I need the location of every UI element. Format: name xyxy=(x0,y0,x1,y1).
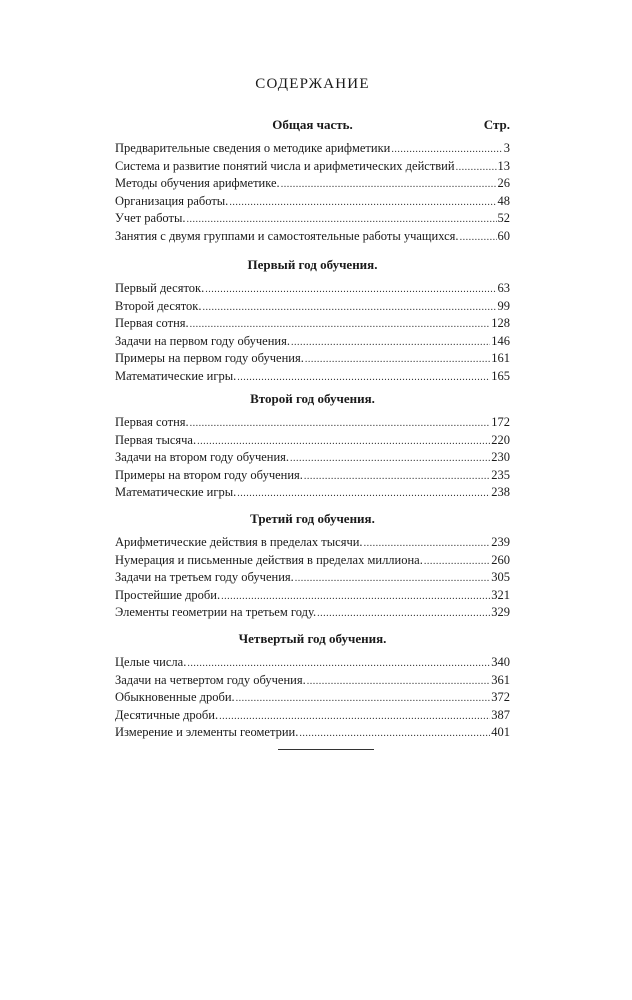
toc-entry-title: Десятичные дроби. xyxy=(115,707,219,722)
toc-entry-title: Организация работы. xyxy=(115,193,229,208)
toc-section-year-1 xyxy=(115,254,510,385)
toc-entry[interactable] xyxy=(115,534,510,552)
toc-entry-title: Математические игры. xyxy=(115,485,237,499)
toc-entry-title: Первая сотня. xyxy=(115,415,189,429)
leader-dots xyxy=(291,334,490,352)
toc-entry-page: 230 xyxy=(491,450,510,464)
toc-entry-page: 99 xyxy=(497,298,510,313)
toc-entry-page: 235 xyxy=(491,467,510,482)
toc-entry-page: 340 xyxy=(491,655,510,669)
toc-entry[interactable] xyxy=(115,724,510,742)
toc-entry[interactable] xyxy=(115,432,510,450)
leader-dots xyxy=(197,433,490,451)
toc-entry-page: 128 xyxy=(491,316,510,330)
toc-entry[interactable] xyxy=(115,449,510,467)
toc-entry-title: Методы обучения арифметике. xyxy=(115,176,280,190)
toc-entry[interactable] xyxy=(115,350,510,368)
section-heading xyxy=(115,254,510,276)
toc-entry[interactable] xyxy=(115,140,510,158)
toc-entry[interactable] xyxy=(115,193,510,211)
leader-dots xyxy=(364,535,491,553)
leader-dots xyxy=(229,194,496,212)
toc-entry[interactable] xyxy=(115,158,510,176)
toc-section-year-2 xyxy=(115,388,510,502)
toc-entry-title: Нумерация и письменные действия в пределах миллиона. xyxy=(115,552,423,567)
toc-section-year-3 xyxy=(115,508,510,622)
toc-entry[interactable] xyxy=(115,654,510,672)
toc-entry[interactable] xyxy=(115,484,510,502)
toc-entry-page: 387 xyxy=(491,707,510,722)
toc-entry[interactable] xyxy=(115,368,510,386)
section-heading xyxy=(115,508,510,530)
toc-entry-title: Задачи на четвертом году обучения. xyxy=(115,672,306,687)
toc-entry-page: 238 xyxy=(491,485,510,499)
toc-entry-title: Примеры на первом году обучения. xyxy=(115,351,304,365)
leader-dots xyxy=(456,159,497,177)
toc-entry-list xyxy=(115,140,510,245)
leader-dots xyxy=(307,673,491,691)
leader-dots xyxy=(281,176,497,194)
toc-entry-title: Первая сотня. xyxy=(115,316,189,330)
toc-entry-list xyxy=(115,280,510,385)
toc-entry-title: Задачи на третьем году обучения. xyxy=(115,570,294,584)
toc-section-general xyxy=(115,114,510,245)
toc-entry-title: Целые числа. xyxy=(115,655,187,669)
toc-entry-title: Учет работы. xyxy=(115,211,186,225)
toc-entry-page: 52 xyxy=(497,211,510,225)
toc-entry-page: 146 xyxy=(491,333,510,348)
toc-entry-title: Простейшие дроби. xyxy=(115,587,221,602)
toc-entry-title: Задачи на первом году обучения. xyxy=(115,333,290,348)
toc-entry-page: 401 xyxy=(491,725,510,739)
toc-entry-title: Элементы геометрии на третьем году. xyxy=(115,605,317,619)
leader-dots xyxy=(221,588,490,606)
toc-entry[interactable] xyxy=(115,569,510,587)
toc-entry-page: 161 xyxy=(491,351,510,365)
leader-dots xyxy=(237,485,490,503)
toc-entry[interactable] xyxy=(115,228,510,246)
toc-entry[interactable] xyxy=(115,689,510,707)
leader-dots xyxy=(304,468,490,486)
toc-entry-page: 372 xyxy=(491,690,510,704)
toc-entry[interactable] xyxy=(115,298,510,316)
section-heading-text: Общая часть. xyxy=(272,117,353,132)
toc-entry-page: 305 xyxy=(491,570,510,584)
leader-dots xyxy=(391,141,502,159)
toc-entry-page: 321 xyxy=(491,587,510,602)
page-title: СОДЕРЖАНИЕ xyxy=(255,76,370,92)
toc-entry-list xyxy=(115,654,510,742)
toc-entry[interactable] xyxy=(115,552,510,570)
section-heading-text: Четвертый год обучения. xyxy=(238,631,387,646)
leader-dots xyxy=(424,553,490,571)
toc-entry-page: 60 xyxy=(497,228,510,243)
toc-entry-page: 165 xyxy=(491,368,510,383)
toc-section-year-4 xyxy=(115,628,510,742)
toc-entry[interactable] xyxy=(115,467,510,485)
toc-entry-list xyxy=(115,534,510,622)
toc-entry[interactable] xyxy=(115,333,510,351)
toc-entry-title: Система и развитие понятий числа и арифметических действий xyxy=(115,158,455,173)
toc-entry-title: Второй десяток. xyxy=(115,298,202,313)
toc-entry[interactable] xyxy=(115,175,510,193)
leader-dots xyxy=(290,450,490,468)
toc-entry-page: 329 xyxy=(491,605,510,619)
toc-entry[interactable] xyxy=(115,587,510,605)
leader-dots xyxy=(295,570,490,588)
toc-entry-list xyxy=(115,414,510,502)
toc-entry-title: Арифметические действия в пределах тысячи. xyxy=(115,535,363,549)
toc-entry-page: 239 xyxy=(491,535,510,549)
leader-dots xyxy=(460,229,497,247)
toc-entry-title: Занятия с двумя группами и самостоятельные работы учащихся. xyxy=(115,228,459,243)
section-heading xyxy=(115,114,510,136)
section-heading xyxy=(115,388,510,410)
leader-dots xyxy=(187,211,497,229)
toc-entry-page: 220 xyxy=(491,432,510,447)
toc-entry-title: Первый десяток. xyxy=(115,281,205,295)
leader-dots xyxy=(299,725,490,743)
toc-entry-page: 172 xyxy=(491,415,510,429)
toc-entry-title: Предварительные сведения о методике арифметики xyxy=(115,141,391,155)
leader-dots xyxy=(205,281,496,299)
leader-dots xyxy=(187,655,490,673)
toc-entry-page: 26 xyxy=(497,176,510,190)
toc-entry-page: 13 xyxy=(497,158,510,173)
section-heading-text: Второй год обучения. xyxy=(250,391,375,406)
toc-entry-title: Математические игры. xyxy=(115,368,237,383)
section-heading xyxy=(115,628,510,650)
leader-dots xyxy=(317,605,490,623)
toc-entry[interactable] xyxy=(115,210,510,228)
toc-entry-title: Задачи на втором году обучения. xyxy=(115,450,290,464)
section-heading-text: Первый год обучения. xyxy=(247,257,378,272)
toc-entry-page: 3 xyxy=(503,141,510,155)
toc-entry-page: 260 xyxy=(491,552,510,567)
leader-dots xyxy=(190,316,491,334)
toc-entry[interactable] xyxy=(115,604,510,622)
leader-dots xyxy=(305,351,490,369)
leader-dots xyxy=(236,690,491,708)
end-divider xyxy=(278,749,374,750)
page-column-label: Стр. xyxy=(483,117,510,132)
leader-dots xyxy=(219,708,490,726)
toc-entry-title: Примеры на втором году обучения. xyxy=(115,467,303,482)
section-heading-text: Третий год обучения. xyxy=(250,511,375,526)
toc-entry-page: 63 xyxy=(497,281,510,295)
toc-entry[interactable] xyxy=(115,414,510,432)
toc-entry-title: Первая тысяча. xyxy=(115,432,197,447)
toc-entry[interactable] xyxy=(115,280,510,298)
toc-entry-page: 48 xyxy=(497,193,510,208)
toc-entry-title: Измерение и элементы геометрии. xyxy=(115,725,299,739)
toc-entry[interactable] xyxy=(115,707,510,725)
leader-dots xyxy=(237,369,490,387)
leader-dots xyxy=(202,299,496,317)
toc-entry[interactable] xyxy=(115,315,510,333)
toc-entry-page: 361 xyxy=(491,672,510,687)
toc-entry[interactable] xyxy=(115,672,510,690)
toc-entry-title: Обыкновенные дроби. xyxy=(115,690,235,704)
leader-dots xyxy=(190,415,491,433)
